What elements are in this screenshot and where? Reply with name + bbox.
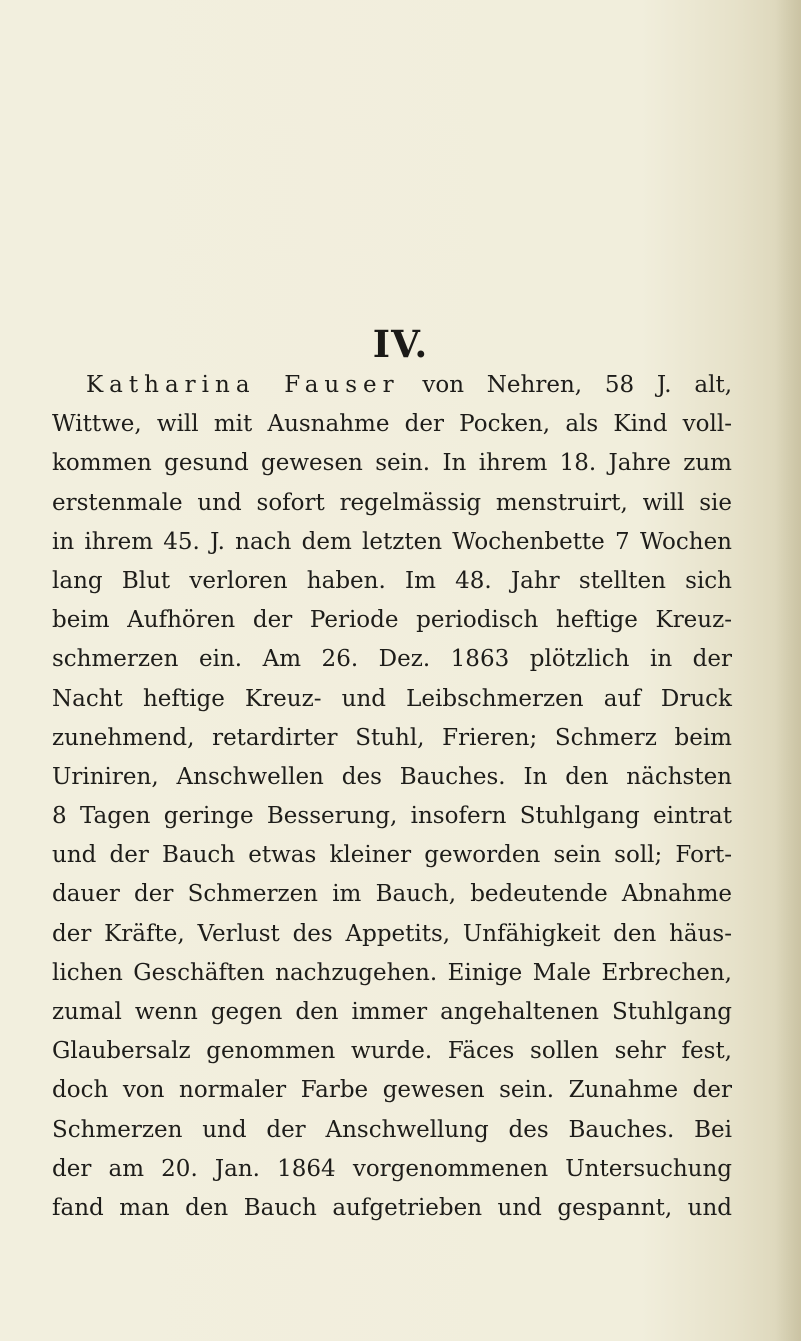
text-line: lang Blut verloren haben. Im 48. Jahr stellten sich xyxy=(52,567,732,594)
text-line: und der Bauch etwas kleiner geworden sein soll; Fort- xyxy=(52,842,732,869)
text-line: fand man den Bauch aufgetrieben und gespannt, und xyxy=(52,1194,732,1221)
text-line: Schmerzen und der Anschwellung des Bauches. Bei xyxy=(52,1116,732,1143)
text-line-rest: von Nehren, 58 J. alt, xyxy=(399,372,733,398)
text-line: in ihrem 45. J. nach dem letzten Wochenbette 7 Wochen xyxy=(52,528,732,555)
text-line: erstenmale und sofort regelmässig menstruirt, will sie xyxy=(52,489,732,516)
text-line: beim Aufhören der Periode periodisch heftige Kreuz- xyxy=(52,607,732,634)
text-line: Uriniren, Anschwellen des Bauches. In den nächsten xyxy=(52,763,732,790)
text-line: dauer der Schmerzen im Bauch, bedeutende Abnahme xyxy=(52,881,732,908)
page-edge-shadow xyxy=(775,0,801,1341)
text-line: kommen gesund gewesen sein. In ihrem 18. Jahre zum xyxy=(52,450,732,477)
text-line: der am 20. Jan. 1864 vorgenommenen Untersuchung xyxy=(52,1155,732,1182)
chapter-heading: IV. xyxy=(372,322,429,366)
text-line: der Kräfte, Verlust des Appetits, Unfähigkeit den häus- xyxy=(52,920,732,947)
text-line: zunehmend, retardirter Stuhl, Frieren; Schmerz beim xyxy=(52,724,732,751)
paragraph xyxy=(52,366,732,1228)
text-line: lichen Geschäften nachzugehen. Einige Male Erbrechen, xyxy=(52,959,732,986)
text-line: 8 Tagen geringe Besserung, insofern Stuhlgang eintrat xyxy=(52,803,732,830)
text-line: schmerzen ein. Am 26. Dez. 1863 plötzlich in der xyxy=(52,646,732,673)
patient-name: Katharina Fauser xyxy=(86,372,400,398)
text-line: zumal wenn gegen den immer angehaltenen Stuhlgang xyxy=(52,999,732,1025)
text-line: Nacht heftige Kreuz- und Leibschmerzen auf Druck xyxy=(52,685,732,712)
text-line: Glaubersalz genommen wurde. Fäces sollen sehr fest, xyxy=(52,1038,732,1065)
text-line: doch von normaler Farbe gewesen sein. Zunahme der xyxy=(52,1077,732,1104)
text-line: Wittwe, will mit Ausnahme der Pocken, als Kind voll- xyxy=(52,411,732,438)
text-line xyxy=(52,366,732,405)
